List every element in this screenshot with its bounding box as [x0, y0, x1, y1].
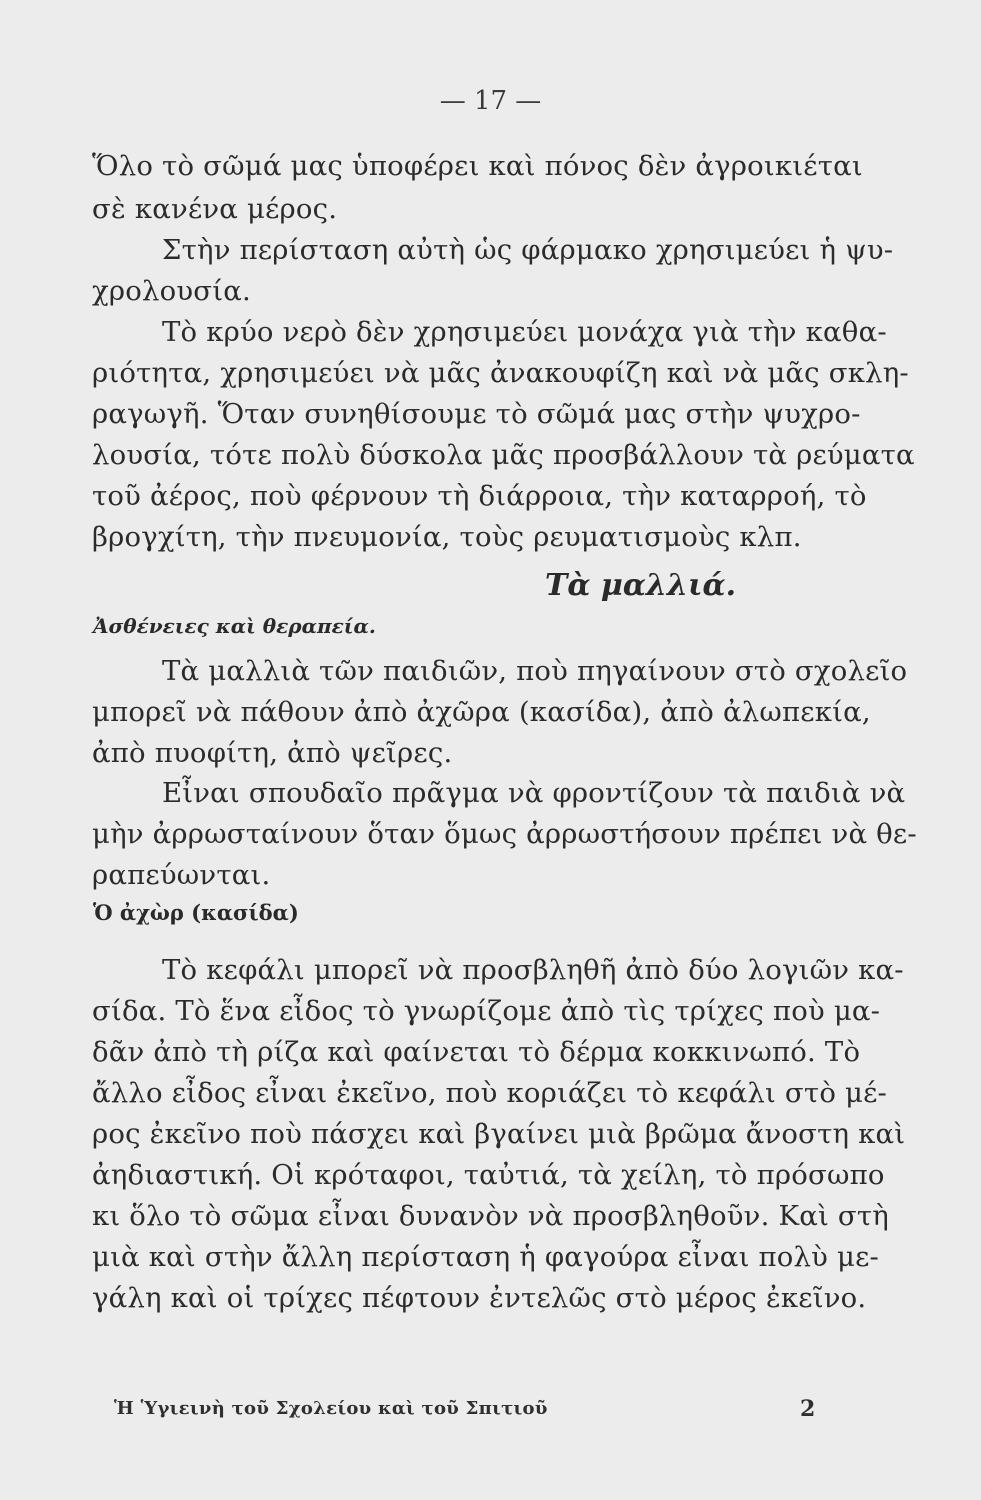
text-line: ραγωγῆ. Ὅταν συνηθίσουμε τὸ σῶμά μας στὴν ψυχρο- — [92, 398, 861, 430]
side-heading: Ἀσθένειες καὶ θεραπεία. — [93, 614, 376, 638]
text-line: Τὸ κρύο νερὸ δὲν χρησιμεύει μονάχα γιὰ τὴν καθα- — [162, 316, 887, 348]
text-line: ἀπὸ πυοφίτη, ἀπὸ ψεῖρες. — [92, 737, 453, 769]
text-line: τοῦ ἀέρος, ποὺ φέρνουν τὴ διάρροια, τὴν καταρροή, τὸ — [92, 480, 867, 512]
text-line: Εἶναι σπουδαῖο πρᾶγμα νὰ φροντίζουν τὰ παιδιὰ νὰ — [162, 777, 906, 809]
text-line: γάλη καὶ οἱ τρίχες πέφτουν ἐντελῶς στὸ μέρος ἐκεῖνο. — [92, 1282, 867, 1314]
text-line: δᾶν ἀπὸ τὴ ρίζα καὶ φαίνεται τὸ δέρμα κοκκινωπό. Τὸ — [92, 1036, 861, 1068]
section-title: Τὰ μαλλιά. — [545, 568, 737, 603]
page-number: — 17 — — [439, 86, 542, 116]
running-footer-title: Ἡ Ὑγιεινὴ τοῦ Σχολείου καὶ τοῦ Σπιτιοῦ — [114, 1398, 548, 1419]
text-line: ρος ἐκεῖνο ποὺ πάσχει καὶ βγαίνει μιὰ βρῶμα ἄνοστη καὶ — [92, 1118, 906, 1150]
text-line: χρολουσία. — [92, 275, 251, 307]
text-line: ραπεύωνται. — [92, 859, 271, 891]
text-line: σίδα. Τὸ ἕνα εἶδος τὸ γνωρίζομε ἀπὸ τὶς τρίχες ποὺ μα- — [92, 995, 881, 1027]
text-line: βρογχίτη, τὴν πνευμονία, τοὺς ρευματισμοὺς κλπ. — [92, 521, 802, 553]
text-line: ριότητα, χρησιμεύει νὰ μᾶς ἀνακουφίζη καὶ νὰ μᾶς σκλη- — [92, 357, 909, 389]
text-line: Τὸ κεφάλι μπορεῖ νὰ προσβληθῆ ἀπὸ δύο λογιῶν κα- — [162, 954, 904, 986]
text-line: μπορεῖ νὰ πάθουν ἀπὸ ἀχῶρα (κασίδα), ἀπὸ ἀλωπεκία, — [92, 696, 871, 728]
text-line: κι ὅλο τὸ σῶμα εἶναι δυνανὸν νὰ προσβληθοῦν. Καὶ στὴ — [92, 1200, 889, 1232]
text-line: ἄλλο εἶδος εἶναι ἐκεῖνο, ποὺ κοριάζει τὸ κεφάλι στὸ μέ- — [92, 1077, 888, 1109]
text-line: σὲ κανένα μέρος. — [92, 193, 338, 225]
text-line: Στὴν περίσταση αὐτὴ ὡς φάρμακο χρησιμεύει ἡ ψυ- — [162, 234, 894, 266]
text-line: Ὅλο τὸ σῶμά μας ὑποφέρει καὶ πόνος δὲν ἀγροικιέται — [92, 150, 863, 182]
signature-mark: 2 — [800, 1396, 816, 1422]
text-line: μιὰ καὶ στὴν ἄλλη περίσταση ἡ φαγούρα εἶναι πολὺ με- — [92, 1241, 880, 1273]
text-line: λουσία, τότε πολὺ δύσκολα μᾶς προσβάλλουν τὰ ρεύματα — [92, 439, 915, 471]
text-line: Τὰ μαλλιὰ τῶν παιδιῶν, ποὺ πηγαίνουν στὸ σχολεῖο — [162, 655, 908, 687]
text-line: μὴν ἀρρωσταίνουν ὅταν ὅμως ἀρρωστήσουν πρέπει νὰ θε- — [92, 818, 917, 850]
text-line: ἀηδιαστική. Οἱ κρόταφοι, ταὐτιά, τὰ χείλη, τὸ πρόσωπο — [92, 1159, 885, 1191]
subheading: Ὁ ἀχὼρ (κασίδα) — [93, 900, 299, 925]
